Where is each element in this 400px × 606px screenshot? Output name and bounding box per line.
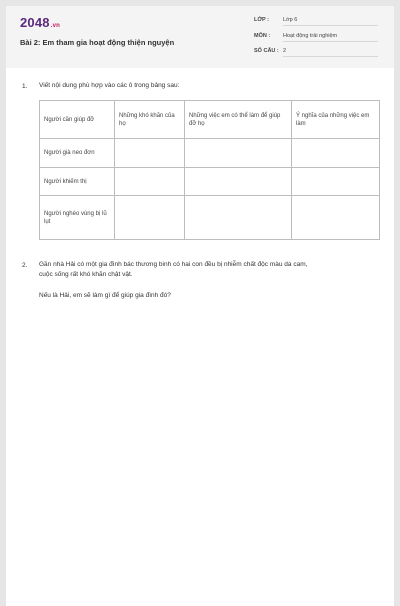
question-2-line-1: Gần nhà Hải có một gia đình bác thương binh có hai con đều bị nhiễm chất độc màu da cam, bbox=[39, 261, 308, 268]
answer-cell[interactable] bbox=[185, 168, 292, 196]
answer-cell[interactable] bbox=[115, 196, 185, 240]
table-header-cell: Những khó khăn của họ bbox=[115, 101, 185, 139]
table-header-cell: Người cần giúp đỡ bbox=[40, 101, 115, 139]
answer-cell[interactable] bbox=[115, 139, 185, 168]
answer-cell[interactable] bbox=[292, 168, 380, 196]
answer-table bbox=[39, 100, 380, 240]
question-count-label: SỐ CÂU : bbox=[254, 48, 279, 54]
row-label: Người nghèo vùng bị lũ lụt bbox=[40, 196, 115, 240]
logo-text: 2048 bbox=[20, 15, 50, 30]
site-logo[interactable] bbox=[20, 15, 60, 30]
class-label: LỚP : bbox=[254, 17, 269, 23]
table-row bbox=[40, 139, 380, 168]
page-header bbox=[6, 6, 394, 68]
question-1-number: 1. bbox=[22, 83, 28, 90]
answer-cell[interactable] bbox=[115, 168, 185, 196]
logo-suffix: .vn bbox=[50, 23, 61, 29]
subject-value: Hoạt động trải nghiệm bbox=[283, 33, 378, 42]
subject-label: MÔN : bbox=[254, 33, 271, 39]
answer-cell[interactable] bbox=[185, 196, 292, 240]
answer-cell[interactable] bbox=[292, 139, 380, 168]
answer-cell[interactable] bbox=[292, 196, 380, 240]
row-label: Người khiếm thị bbox=[40, 168, 115, 196]
question-count-value: 2 bbox=[283, 48, 378, 57]
document-page bbox=[6, 6, 394, 606]
table-header-cell: Những việc em có thể làm để giúp đỡ họ bbox=[185, 101, 292, 139]
lesson-title: Bài 2: Em tham gia hoạt động thiện nguyện bbox=[20, 38, 175, 47]
table-row bbox=[40, 196, 380, 240]
table-header-cell: Ý nghĩa của những việc em làm bbox=[292, 101, 380, 139]
answer-cell[interactable] bbox=[185, 139, 292, 168]
class-value: Lớp 6 bbox=[283, 17, 378, 26]
question-1-text: Viết nội dung phù hợp vào các ô trong bảng sau: bbox=[39, 82, 180, 89]
table-header-row bbox=[40, 101, 380, 139]
table-row bbox=[40, 168, 380, 196]
row-label: Người già neo đơn bbox=[40, 139, 115, 168]
question-2-prompt: Nếu là Hải, em sẽ làm gì để giúp gia đình đó? bbox=[39, 292, 171, 299]
question-2-number: 2. bbox=[22, 262, 28, 269]
question-2-line-2: cuộc sống rất khó khăn chật vật. bbox=[39, 271, 133, 278]
